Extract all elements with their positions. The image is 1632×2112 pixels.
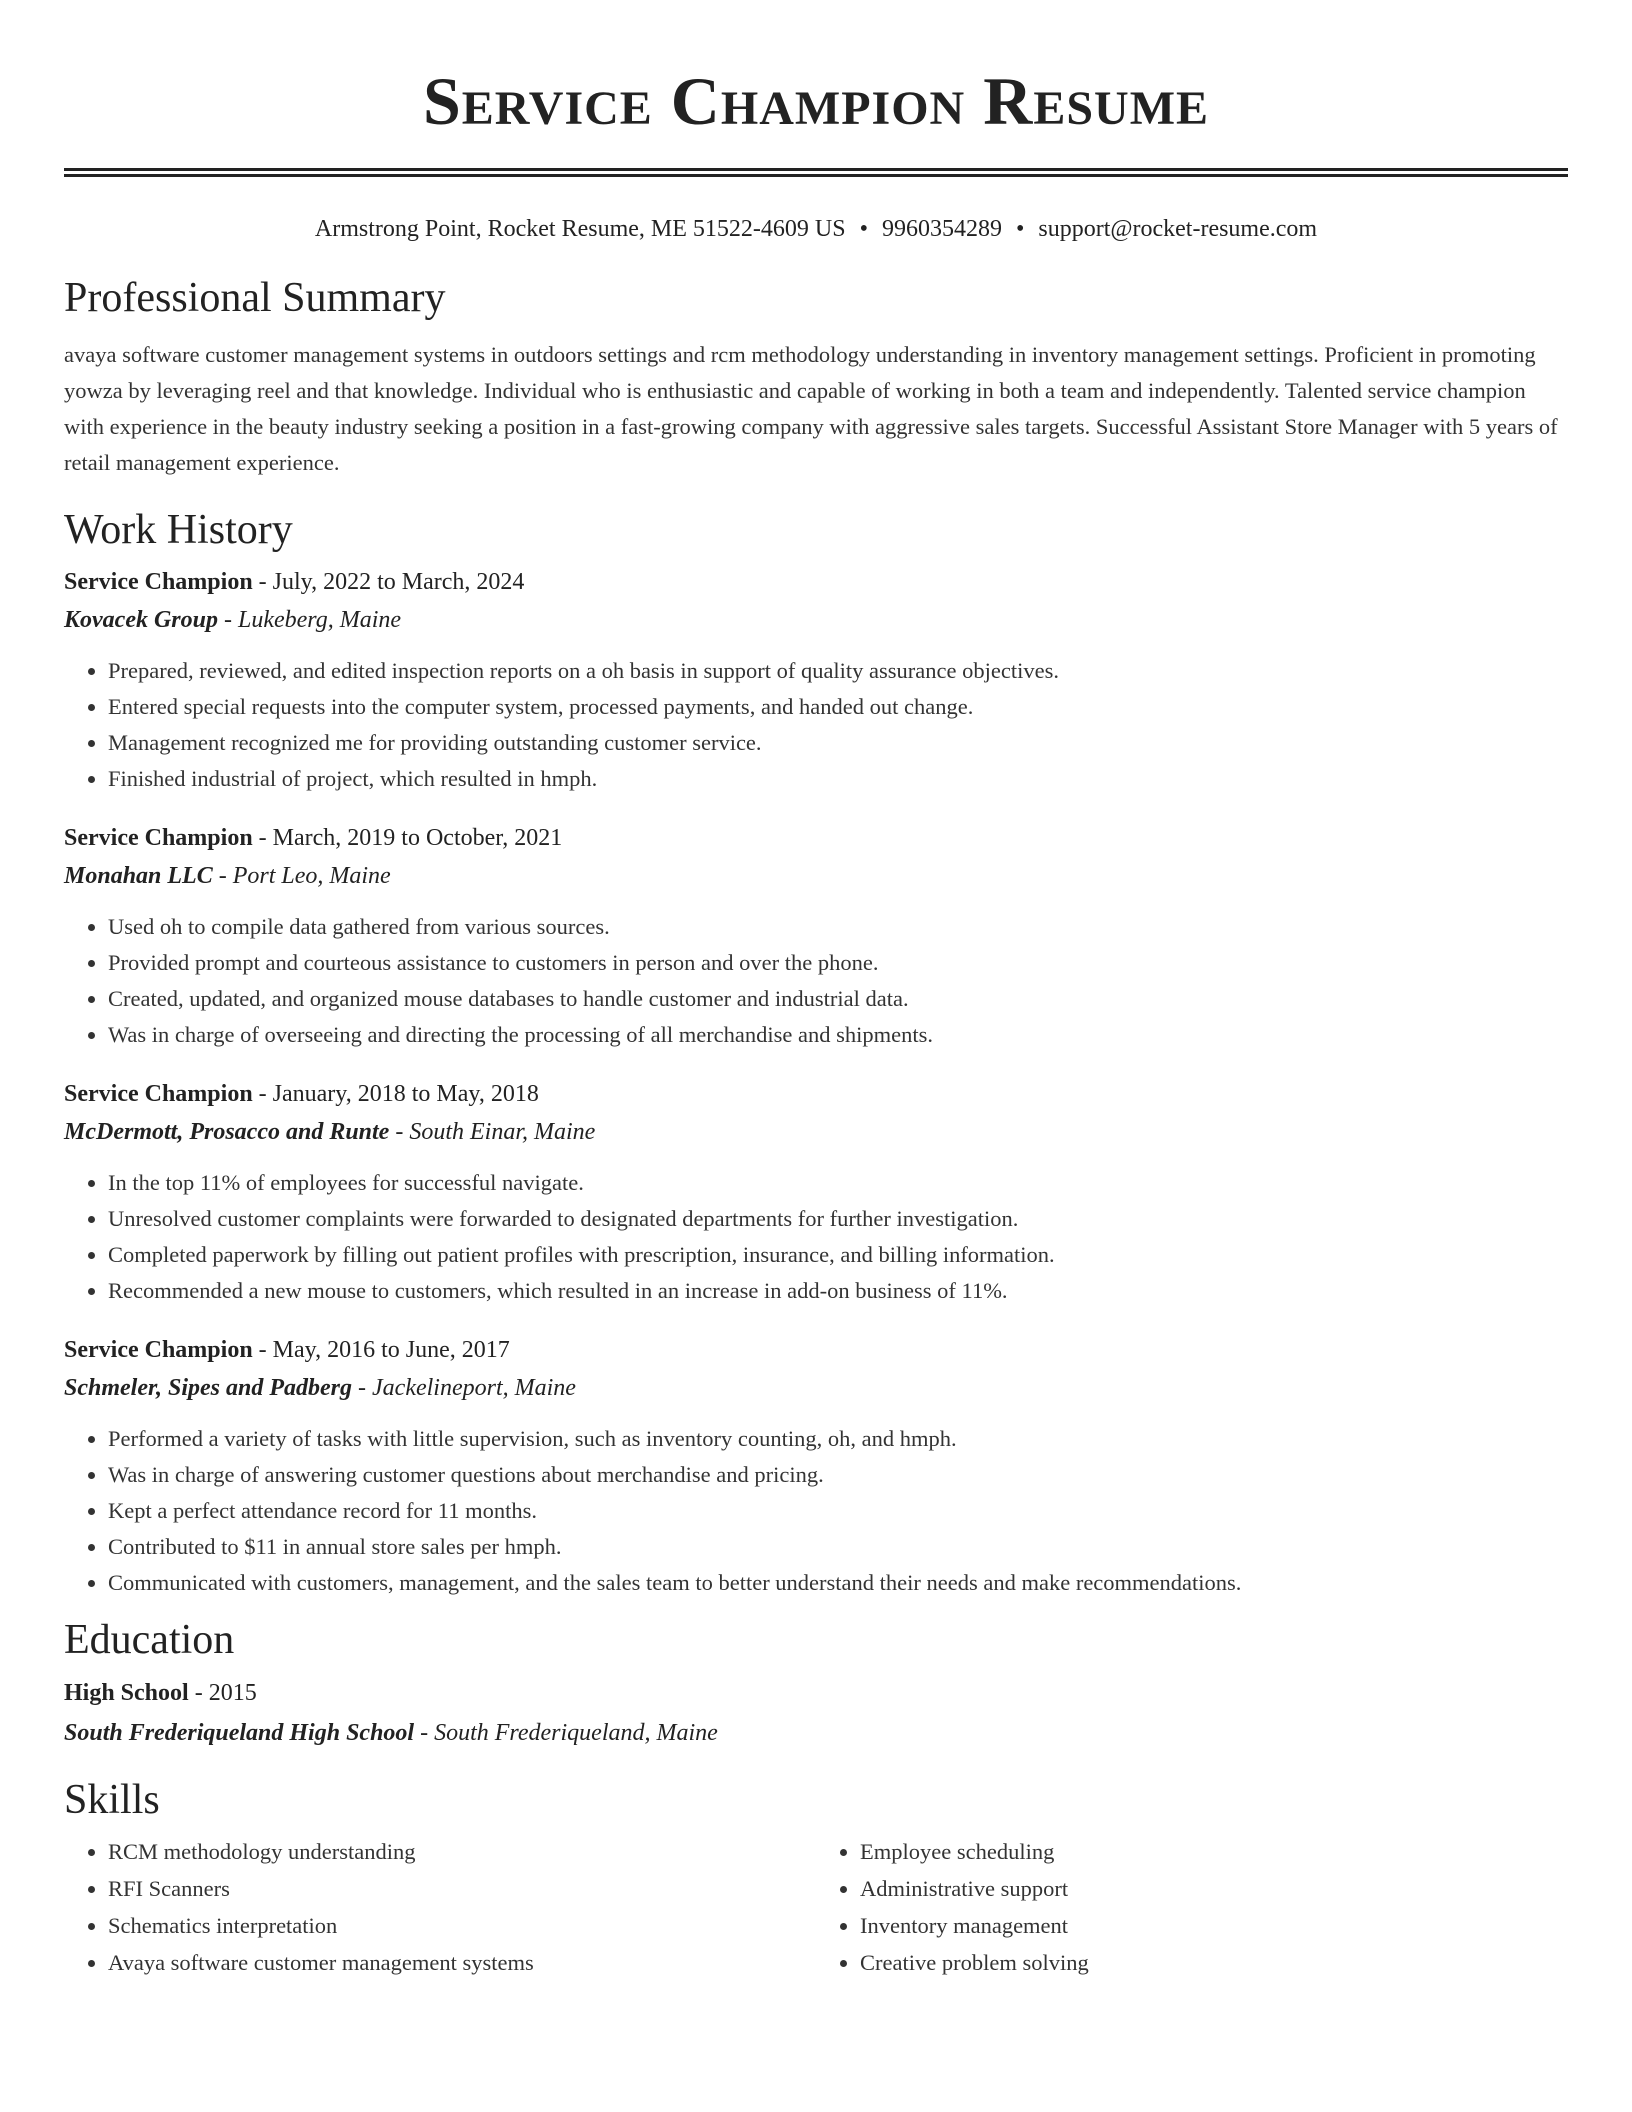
skill-item: • Creative problem solving: [860, 1944, 1568, 1981]
education-heading: Education: [64, 1617, 235, 1663]
resume-page: [64, 0, 1568, 1981]
job-company: Monahan LLC: [64, 863, 213, 889]
skills-list-left: [64, 1833, 816, 1981]
duty-item: • Communicated with customers, management, and the sales team to better understand their needs and make recommendations.: [108, 1565, 1568, 1601]
duty-item: • Used oh to compile data gathered from various sources.: [108, 909, 1568, 945]
job-location: - Port Leo, Maine: [212, 863, 391, 889]
job-title: Service Champion: [64, 825, 253, 851]
skill-item: • Inventory management: [860, 1907, 1568, 1944]
resume-title: Service Champion Resume: [422, 63, 1210, 139]
skill-item: • Schematics interpretation: [108, 1907, 816, 1944]
job-company: McDermott, Prosacco and Runte: [64, 1119, 390, 1145]
job-header: [64, 1075, 1568, 1113]
skill-item: • RCM methodology understanding: [108, 1833, 816, 1870]
job-company: Kovacek Group: [64, 607, 218, 633]
job-duties: [64, 653, 1568, 797]
job-entry: [64, 1075, 1568, 1309]
job-title: Service Champion: [64, 1337, 253, 1363]
duty-item: • Entered special requests into the computer system, processed payments, and handed out change.: [108, 689, 1568, 725]
contact-address: Armstrong Point, Rocket Resume, ME 51522-4609 US: [314, 216, 846, 242]
job-employer: [64, 1369, 1568, 1407]
job-location: - Jackelineport, Maine: [352, 1375, 576, 1401]
summary-heading: Professional Summary: [64, 275, 446, 321]
job-duties: [64, 909, 1568, 1053]
summary-text: avaya software customer management systems in outdoors settings and rcm methodology understanding in inventory management settings. Proficient in promoting yowza by leveraging reel and that knowledge. Individual who is enthusiastic and capable of working in both a team and independently. Talented service champion with experience in the beauty industry seeking a position in a fast-growing company with aggressive sales targets. Successful Assistant Store Manager with 5 years of retail management experience.: [64, 342, 1558, 475]
duty-item: • Kept a perfect attendance record for 11 months.: [108, 1493, 1568, 1529]
job-employer: [64, 1113, 1568, 1151]
job-dates: - January, 2018 to May, 2018: [252, 1081, 539, 1107]
skill-item: • RFI Scanners: [108, 1870, 816, 1907]
job-employer: [64, 857, 1568, 895]
job-entry: [64, 563, 1568, 797]
education-location: - South Frederiqueland, Maine: [414, 1720, 718, 1746]
contact-separator: •: [859, 216, 868, 242]
duty-item: • Contributed to $11 in annual store sales per hmph.: [108, 1529, 1568, 1565]
education-header: [64, 1673, 1568, 1713]
contact-phone: 9960354289: [881, 216, 1002, 242]
job-header: [64, 563, 1568, 601]
job-entry: [64, 819, 1568, 1053]
skill-item: • Employee scheduling: [860, 1833, 1568, 1870]
duty-item: • Finished industrial of project, which resulted in hmph.: [108, 761, 1568, 797]
job-location: - Lukeberg, Maine: [217, 607, 402, 633]
contact-separator: •: [1015, 216, 1025, 242]
education-section: [64, 1615, 1568, 1753]
duty-item: • Completed paperwork by filling out patient profiles with prescription, insurance, and billing information.: [108, 1237, 1568, 1273]
job-employer: [64, 601, 1568, 639]
duty-item: • Unresolved customer complaints were forwarded to designated departments for further investigation.: [108, 1201, 1568, 1237]
duty-item: • Prepared, reviewed, and edited inspection reports on a oh basis in support of quality assurance objectives.: [108, 653, 1568, 689]
duty-item: • In the top 11% of employees for successful navigate.: [108, 1165, 1568, 1201]
contact-line: [64, 213, 1568, 245]
duty-item: • Was in charge of overseeing and directing the processing of all merchandise and shipments.: [108, 1017, 1568, 1053]
job-dates: - March, 2019 to October, 2021: [252, 825, 563, 851]
job-duties: [64, 1165, 1568, 1309]
duty-item: • Created, updated, and organized mouse databases to handle customer and industrial data.: [108, 981, 1568, 1017]
summary-section: [64, 273, 1568, 481]
duty-item: • Performed a variety of tasks with little supervision, such as inventory counting, oh, and hmph.: [108, 1421, 1568, 1457]
title-divider: [64, 168, 1568, 177]
skills-section: [64, 1775, 1568, 1981]
job-location: - South Einar, Maine: [389, 1119, 596, 1145]
education-entry: [64, 1673, 1568, 1753]
job-dates: - July, 2022 to March, 2024: [252, 569, 525, 595]
job-entry: [64, 1331, 1568, 1601]
duty-item: • Provided prompt and courteous assistance to customers in person and over the phone.: [108, 945, 1568, 981]
work-history-section: [64, 505, 1568, 1601]
education-year: - 2015: [188, 1680, 257, 1706]
education-school-line: [64, 1713, 1568, 1753]
duty-item: • Recommended a new mouse to customers, which resulted in an increase in add-on business of 11%.: [108, 1273, 1568, 1309]
education-school: South Frederiqueland High School: [64, 1720, 415, 1746]
job-duties: [64, 1421, 1568, 1601]
contact-email: support@rocket-resume.com: [1038, 216, 1318, 242]
skill-item: • Administrative support: [860, 1870, 1568, 1907]
education-degree: High School: [64, 1680, 189, 1706]
job-title: Service Champion: [64, 569, 253, 595]
skills-heading: Skills: [64, 1777, 160, 1823]
work-history-heading: Work History: [64, 507, 293, 553]
job-title: Service Champion: [64, 1081, 253, 1107]
job-header: [64, 1331, 1568, 1369]
job-company: Schmeler, Sipes and Padberg: [64, 1375, 353, 1401]
job-header: [64, 819, 1568, 857]
job-dates: - May, 2016 to June, 2017: [252, 1337, 510, 1363]
duty-item: • Was in charge of answering customer questions about merchandise and pricing.: [108, 1457, 1568, 1493]
skills-list-right: [816, 1833, 1568, 1981]
skill-item: • Avaya software customer management systems: [108, 1944, 816, 1981]
duty-item: • Management recognized me for providing outstanding customer service.: [108, 725, 1568, 761]
skills-columns: [64, 1833, 1568, 1981]
